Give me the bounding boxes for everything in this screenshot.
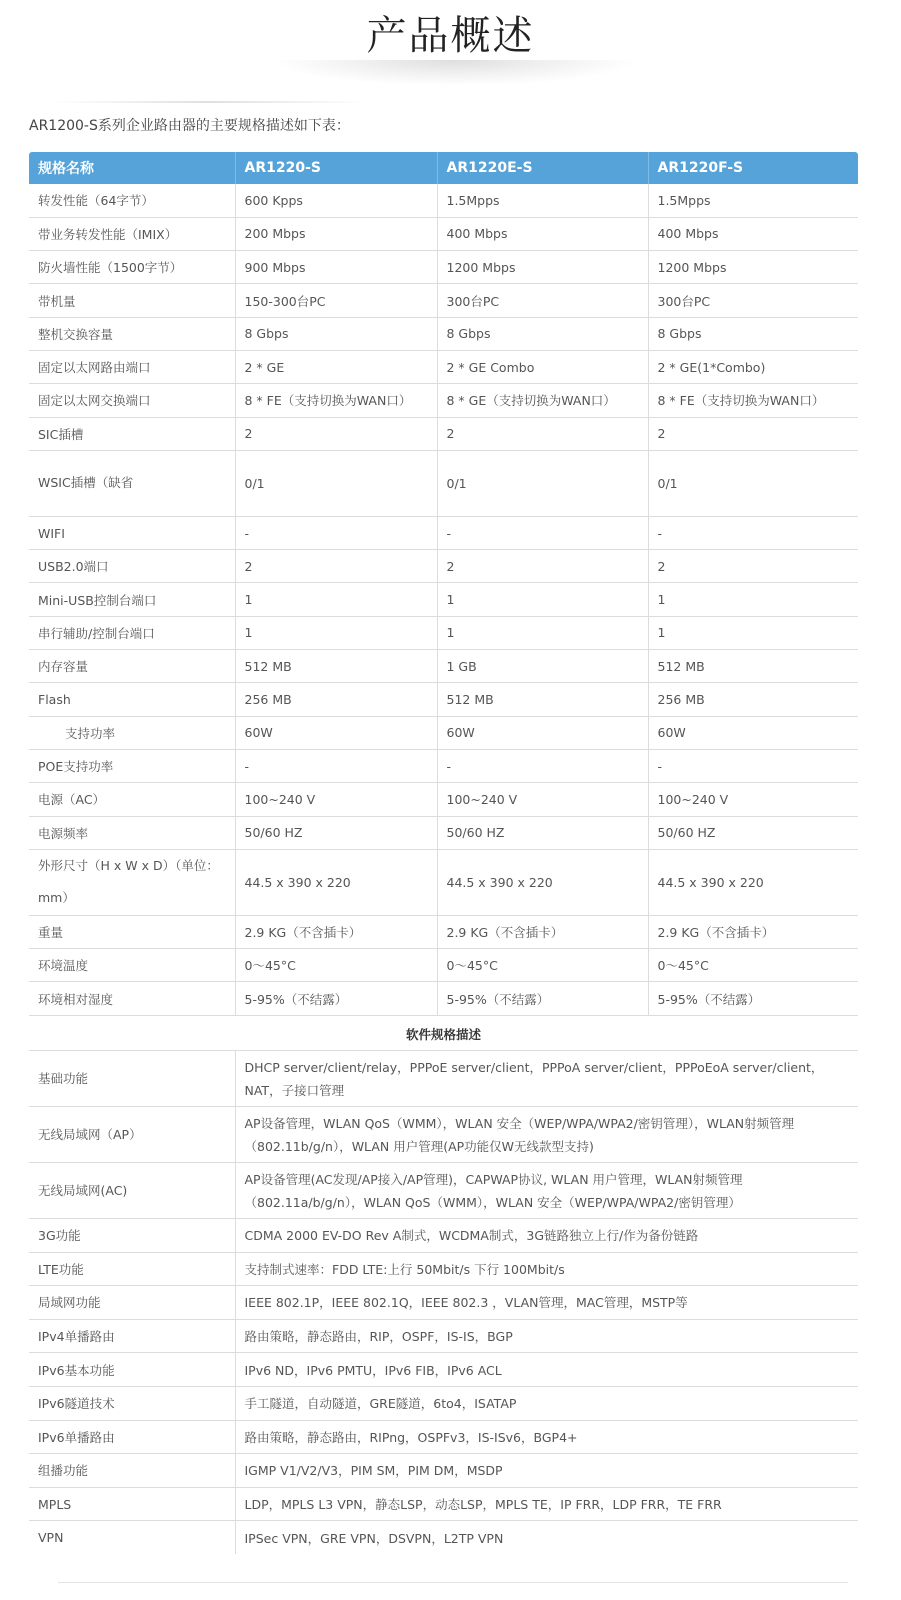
- spec-value: 8 Gbps: [437, 317, 648, 350]
- spec-value: 1: [437, 616, 648, 649]
- table-row: [29, 1219, 858, 1253]
- spec-value: 2.9 KG（不含插卡）: [648, 915, 858, 948]
- spec-label: 整机交换容量: [29, 317, 235, 350]
- feature-value: 路由策略，静态路由，RIPng，OSPFv3，IS-ISv6，BGP4+: [235, 1420, 858, 1454]
- feature-label: 组播功能: [29, 1454, 235, 1488]
- spec-value: 0～45°C: [437, 949, 648, 982]
- header-spec-name: 规格名称: [29, 152, 235, 184]
- table-row: [29, 1107, 858, 1163]
- divider-line: [50, 101, 370, 103]
- spec-value: 400 Mbps: [437, 217, 648, 250]
- table-row: [29, 1454, 858, 1488]
- spec-label: 环境相对湿度: [29, 982, 235, 1015]
- spec-label: 外形尺寸（H x W x D）（单位：mm）: [29, 849, 235, 915]
- spec-value: 1: [437, 583, 648, 616]
- spec-value: 100~240 V: [235, 783, 437, 816]
- feature-label: 3G功能: [29, 1219, 235, 1253]
- table-row: [29, 915, 858, 948]
- spec-value: 600 Kpps: [235, 184, 437, 217]
- spec-value: -: [437, 749, 648, 782]
- header-ar1220-s: AR1220-S: [235, 152, 437, 184]
- header-ar1220e-s: AR1220E-S: [437, 152, 648, 184]
- feature-label: IPv6基本功能: [29, 1353, 235, 1387]
- spec-label: 内存容量: [29, 650, 235, 683]
- spec-value: 2: [235, 417, 437, 450]
- hardware-spec-table: [29, 152, 858, 1016]
- feature-label: 基础功能: [29, 1051, 235, 1107]
- table-row: [29, 749, 858, 782]
- feature-value: LDP，MPLS L3 VPN，静态LSP，动态LSP，MPLS TE，IP FRR，LDP FRR，TE FRR: [235, 1487, 858, 1521]
- feature-value: IPv6 ND，IPv6 PMTU，IPv6 FIB，IPv6 ACL: [235, 1353, 858, 1387]
- table-row: [29, 1521, 858, 1554]
- spec-value: 1200 Mbps: [437, 251, 648, 284]
- spec-value: 200 Mbps: [235, 217, 437, 250]
- spec-value: 900 Mbps: [235, 251, 437, 284]
- spec-value: 60W: [235, 716, 437, 749]
- feature-value: DHCP server/client/relay，PPPoE server/client，PPPoA server/client，PPPoEoA server/client，NAT，子接口管理: [235, 1051, 858, 1107]
- spec-label: 防火墙性能（1500字节）: [29, 251, 235, 284]
- feature-value: 路由策略，静态路由，RIP，OSPF，IS-IS，BGP: [235, 1319, 858, 1353]
- spec-value: 2: [648, 550, 858, 583]
- spec-label: 重量: [29, 915, 235, 948]
- table-row: [29, 1286, 858, 1320]
- spec-value: 8 Gbps: [648, 317, 858, 350]
- table-row: [29, 217, 858, 250]
- table-row: [29, 650, 858, 683]
- spec-value: 512 MB: [235, 650, 437, 683]
- software-heading: 软件规格描述: [29, 1017, 858, 1051]
- feature-label: 局域网功能: [29, 1286, 235, 1320]
- spec-value: -: [235, 516, 437, 549]
- table-row: [29, 716, 858, 749]
- spec-value: 2 * GE(1*Combo): [648, 350, 858, 383]
- spec-label: 电源（AC）: [29, 783, 235, 816]
- feature-label: IPv4单播路由: [29, 1319, 235, 1353]
- spec-value: 300台PC: [437, 284, 648, 317]
- table-row: [29, 1319, 858, 1353]
- spec-value: 2 * GE: [235, 350, 437, 383]
- page-title: 产品概述: [366, 13, 535, 59]
- spec-value: 300台PC: [648, 284, 858, 317]
- spec-value: 1: [235, 583, 437, 616]
- spec-value: 256 MB: [648, 683, 858, 716]
- spec-value: -: [648, 749, 858, 782]
- table-row: [29, 350, 858, 383]
- feature-value: AP设备管理，WLAN QoS（WMM），WLAN 安全（WEP/WPA/WPA2/密钥管理），WLAN射频管理（802.11b/g/n），WLAN 用户管理(AP功能仅W无线款型支持): [235, 1107, 858, 1163]
- feature-label: VPN: [29, 1521, 235, 1554]
- table-row: [29, 251, 858, 284]
- table-row: [29, 816, 858, 849]
- spec-value: 2: [437, 550, 648, 583]
- table-row: [29, 1353, 858, 1387]
- feature-value: IGMP V1/V2/V3，PIM SM，PIM DM，MSDP: [235, 1454, 858, 1488]
- table-header-row: [29, 152, 858, 184]
- table-row: [29, 317, 858, 350]
- spec-value: 512 MB: [648, 650, 858, 683]
- spec-value: 8 * GE（支持切换为WAN口）: [437, 384, 648, 417]
- spec-value: 0～45°C: [648, 949, 858, 982]
- spec-value: 400 Mbps: [648, 217, 858, 250]
- software-spec-table: [29, 1017, 858, 1554]
- spec-value: 1200 Mbps: [648, 251, 858, 284]
- spec-value: 0/1: [648, 450, 858, 516]
- feature-label: IPv6隧道技术: [29, 1386, 235, 1420]
- table-row: [29, 184, 858, 217]
- spec-value: -: [235, 749, 437, 782]
- feature-value: 手工隧道，自动隧道，GRE隧道，6to4，ISATAP: [235, 1386, 858, 1420]
- feature-label: 无线局域网(AC): [29, 1163, 235, 1219]
- spec-label: 串行辅助/控制台端口: [29, 616, 235, 649]
- feature-value: AP设备管理(AC发现/AP接入/AP管理)，CAPWAP协议, WLAN 用户管理，WLAN射频管理（802.11a/b/g/n），WLAN QoS（WMM），WLAN 安全（WEP/WPA/WPA2/密钥管理）: [235, 1163, 858, 1219]
- intro-text: AR1200-S系列企业路由器的主要规格描述如下表：: [29, 118, 350, 134]
- feature-value: 支持制式速率：FDD LTE:上行 50Mbit/s 下行 100Mbit/s: [235, 1252, 858, 1286]
- spec-value: 150-300台PC: [235, 284, 437, 317]
- feature-value: IEEE 802.1P，IEEE 802.1Q，IEEE 802.3 ，VLAN管理，MAC管理，MSTP等: [235, 1286, 858, 1320]
- spec-value: 8 * FE（支持切换为WAN口）: [648, 384, 858, 417]
- spec-value: 1: [235, 616, 437, 649]
- spec-value: 2: [648, 417, 858, 450]
- bottom-divider: [58, 1582, 848, 1583]
- feature-value: IPSec VPN，GRE VPN，DSVPN，L2TP VPN: [244, 1530, 504, 1546]
- title-shadow-decoration: [270, 60, 640, 86]
- table-row: [29, 516, 858, 549]
- table-row: [29, 949, 858, 982]
- spec-label: WSIC插槽（缺省: [29, 450, 235, 516]
- spec-label: Mini-USB控制台端口: [29, 583, 235, 616]
- spec-label: 电源频率: [29, 816, 235, 849]
- spec-value: 0～45°C: [235, 949, 437, 982]
- spec-value: 44.5 x 390 x 220: [437, 849, 648, 915]
- spec-label: SIC插槽: [29, 417, 235, 450]
- spec-value: 60W: [437, 716, 648, 749]
- table-row: [29, 1420, 858, 1454]
- feature-label: 无线局域网（AP）: [29, 1107, 235, 1163]
- table-row: [29, 284, 858, 317]
- spec-label: 带机量: [29, 284, 235, 317]
- spec-value: 256 MB: [235, 683, 437, 716]
- feature-value: CDMA 2000 EV-DO Rev A制式，WCDMA制式，3G链路独立上行/作为备份链路: [235, 1219, 858, 1253]
- spec-value: 44.5 x 390 x 220: [235, 849, 437, 915]
- spec-value: 2: [235, 550, 437, 583]
- table-row: [29, 616, 858, 649]
- table-row: [29, 1051, 858, 1107]
- spec-value: 50/60 HZ: [437, 816, 648, 849]
- spec-value: 2.9 KG（不含插卡）: [235, 915, 437, 948]
- spec-value: 100~240 V: [648, 783, 858, 816]
- spec-label: USB2.0端口: [29, 550, 235, 583]
- spec-label: WIFI: [29, 516, 235, 549]
- spec-value: 1: [648, 616, 858, 649]
- spec-value: 8 Gbps: [235, 317, 437, 350]
- spec-value: 8 * FE（支持切换为WAN口）: [235, 384, 437, 417]
- table-row: [29, 783, 858, 816]
- spec-value: 1 GB: [437, 650, 648, 683]
- spec-value: 2.9 KG（不含插卡）: [437, 915, 648, 948]
- software-heading-row: [29, 1017, 858, 1051]
- spec-value: 0/1: [235, 450, 437, 516]
- table-row: [29, 849, 858, 915]
- table-row: [29, 417, 858, 450]
- table-row: [29, 1386, 858, 1420]
- table-row: [29, 1252, 858, 1286]
- spec-label: 支持功率: [29, 716, 235, 749]
- table-row: [29, 1487, 858, 1521]
- table-row: [29, 550, 858, 583]
- spec-value: 5-95%（不结露）: [437, 982, 648, 1015]
- spec-value: 2: [437, 417, 648, 450]
- spec-label: 固定以太网交换端口: [29, 384, 235, 417]
- feature-label: LTE功能: [29, 1252, 235, 1286]
- spec-value: 0/1: [437, 450, 648, 516]
- feature-label: MPLS: [29, 1487, 235, 1521]
- table-row: [29, 683, 858, 716]
- table-row: [29, 1163, 858, 1219]
- spec-label: Flash: [29, 683, 235, 716]
- spec-value: 1: [648, 583, 858, 616]
- spec-value: 2 * GE Combo: [437, 350, 648, 383]
- table-row: [29, 384, 858, 417]
- spec-value: 1.5Mpps: [648, 184, 858, 217]
- spec-label: 带业务转发性能（IMIX）: [29, 217, 235, 250]
- spec-label: POE支持功率: [29, 749, 235, 782]
- spec-value: 100~240 V: [437, 783, 648, 816]
- spec-value: 50/60 HZ: [648, 816, 858, 849]
- spec-value: -: [648, 516, 858, 549]
- feature-label: IPv6单播路由: [29, 1420, 235, 1454]
- table-row: [29, 982, 858, 1015]
- spec-value: 5-95%（不结露）: [648, 982, 858, 1015]
- spec-label: 环境温度: [29, 949, 235, 982]
- spec-label: 转发性能（64字节）: [29, 184, 235, 217]
- spec-value: 5-95%（不结露）: [235, 982, 437, 1015]
- table-row: [29, 450, 858, 516]
- spec-value: 50/60 HZ: [235, 816, 437, 849]
- spec-value: 512 MB: [437, 683, 648, 716]
- header-ar1220f-s: AR1220F-S: [648, 152, 858, 184]
- spec-label: 固定以太网路由端口: [29, 350, 235, 383]
- table-row: [29, 583, 858, 616]
- spec-value: 1.5Mpps: [437, 184, 648, 217]
- spec-value: 44.5 x 390 x 220: [648, 849, 858, 915]
- spec-value: -: [437, 516, 648, 549]
- spec-value: 60W: [648, 716, 858, 749]
